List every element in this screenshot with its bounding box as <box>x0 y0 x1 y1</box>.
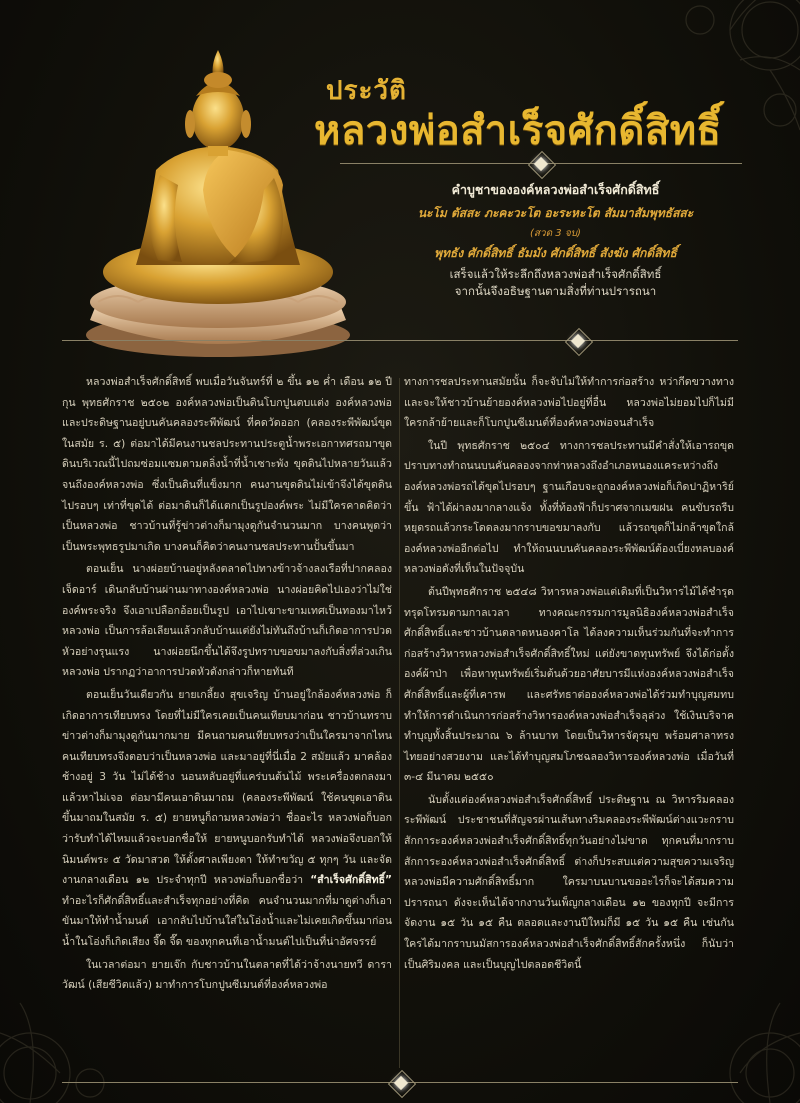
paragraph: หลวงพ่อสำเร็จศักดิ์สิทธิ์ พบเมื่อวันจันทร์ที่ ๒ ขึ้น ๑๒ ค่ำ เดือน ๑๒ ปีกุน พุทธศักราช ๒๕๐๒ องค์หลวงพ่อเป็นดินโบกปูนตบแต่ง องค์หลวงพ่อ และประดิษฐานอยู่บนคันคลองระพีพัฒน์ ที่คดวัดออก (คลองระพีพัฒน์ขุดในสมัย ร. ๕) ต่อมาได้มีคนงานชลประทานประตูน้ำพระเอกาทศรถมาขุดดินบริเวณนี้ไปถมซ่อมแซมตามตลิ่งน้ำที่น้ำเซาะพัง ขุดดินไปหลายวันแล้วจนถึงองค์หลวงพ่อ ซึ่งเป็นดินที่แข็งมาก คนงานขุดดินไม่เข้าจึงได้ขุดดินไปรอบๆ เท่าที่ขุดได้ ต่อมาดินก็ได้แตกเป็นรูปองค์พระ ไม่มีใครคาดคิดว่าเป็นหลวงพ่อ ชาวบ้านที่รู้ข่าวต่างก็มามุงดูกันจำนวนมาก บางคนพูดว่าเป็นพระพุทธรูปมาเกิด บางคนก็คิดว่าคนงานชลประทานปั้นขึ้นมา <box>62 376 392 553</box>
chant-instruction: เสร็จแล้วให้ระลึกถึงหลวงพ่อสำเร็จศักดิ์สิทธิ์ <box>449 267 662 281</box>
chant-repeat-note: (สวด 3 จบ) <box>530 228 581 239</box>
article-column-right <box>404 372 734 977</box>
paragraph: ในปี พุทธศักราช ๒๕๐๔ ทางการชลประทานมีคำสั่งให้เอารถขุดปราบทางทำถนนบนคันคลองจากท่าหลวงถึงอำเภอหนองแคระหว่างถึงองค์หลวงพ่อรถได้ขุดไปรอบๆ ฐานเกือบจะถูกองค์หลวงพ่อก็เกิดปาฏิหาริย์ขึ้น ฟ้าได้ผ่าลงมากลางแจ้ง ทั้งที่ท้องฟ้าก็ปราศจากเมฆฝน คนขับรถรีบหยุดรถแล้วกระโดดลงมากราบขอขมาลงกับ แล้วรถขุดก็ไม่กล้าขุดใกล้องค์หลวงพ่ออีกต่อไป ทำให้ถนนบนคันคลองระพีพัฒน์ต้องเบี่ยงหลบองค์หลวงพ่อดังที่เห็นในปัจจุบัน <box>404 439 734 576</box>
paragraph <box>62 685 392 953</box>
chant-line: นะโม ตัสสะ ภะคะวะโต อะระหะโต สัมมาสัมพุทธัสสะ <box>417 206 694 220</box>
title-prefix: ประวัติ <box>326 76 407 106</box>
paragraph: นับตั้งแต่องค์หลวงพ่อสำเร็จศักดิ์สิทธิ์ ประดิษฐาน ณ วิหารริมคลองระพีพัฒน์ ประชาชนที่สัญจรผ่านเส้นทางริมคลองระพีพัฒน์ต่างแวะกราบสักการะองค์หลวงพ่อสำเร็จศักดิ์สิทธิ์ทุกวันอย่างไม่ขาด ทุกคนที่มากราบสักการะองค์หลวงพ่อสำเร็จศักดิ์สิทธิ์ ต่างก็ประสบแต่ความสุขความเจริญ หลวงพ่อมีความศักดิ์สิทธิ์มาก ใครมาบนบานขออะไรก็จะได้สมความปรารถนา ดังจะเห็นได้จากงานวันเพ็ญกลางเดือน ๑๒ ของทุกปี จะมีการจัดงาน ๑๕ วัน ๑๕ คืน ตลอดและงานปีใหม่ก็มี ๑๕ วัน ๑๕ คืน เช่นกัน ใครได้มากราบนมัสการองค์หลวงพ่อสำเร็จศักดิ์สิทธิ์สักครั้งหนึ่ง ก็นับว่าเป็นศิริมงคล และเป็นบุญไปตลอดชีวิตนี้ <box>404 793 734 971</box>
paragraph: ในเวลาต่อมา ยายเจ๊ก กับชาวบ้านในตลาดที่ได้ว่าจ้างนายทวี ดาราวัฒน์ (เสียชีวิตแล้ว) มาทำการโบกปูนซีเมนต์ที่องค์หลวงพ่อ <box>62 958 392 992</box>
chant-instruction: จากนั้นจึงอธิษฐานตามสิ่งที่ท่านปรารถนา <box>454 284 657 298</box>
section-divider <box>62 340 738 341</box>
column-separator <box>399 378 400 1068</box>
page-title: หลวงพ่อสำเร็จศักดิ์สิทธิ์ <box>314 107 722 154</box>
chant-block <box>378 180 733 300</box>
chant-line: พุทธัง ศักดิ์สิทธิ์ ธัมมัง ศักดิ์สิทธิ์ สังฆัง ศักดิ์สิทธิ์ <box>434 246 677 260</box>
highlighted-name: “สำเร็จศักดิ์สิทธิ์” <box>310 874 392 887</box>
paragraph: ตอนเย็น นางผ่อยบ้านอยู่หลังตลาดไปทางข้าวจ้างลงเรือที่ปากคลองเจ็ดอาร์ เดินกลับบ้านผ่านมาทางองค์หลวงพ่อ นางผ่อยคิดไปเองว่าไม่ใช่องค์พระจริง จึงเอาเปลือกอ้อยเป็นรูป เอาไปเฆาะขามเทศเป็นทองมาไหว้หลวงพ่อ เป็นการล้อเลียนแล้วกลับบ้านแต่ยังไม่ทันถึงบ้านก็เกิดอาการปวดหัวอย่างรุนแรง นางผ่อยนึกขึ้นได้จึงรูปทราบขอขมาลงกับสิ่งที่ล่วงเกินหลวงพ่อ ปรากฏว่าอาการปวดหัวดังกล่าวก็หายทันที <box>62 563 392 679</box>
paragraph-text: ทำอะไรก็ศักดิ์สิทธิ์และสำเร็จทุกอย่างที่คิด คนจำนวนมากที่มาดูต่างก็เอาขันมาให้ทำน้ำมนต์ เอากลับไปบ้านใส่ในโอ่งน้ำและไม่เคยเกิดขึ้นมาก่อน น้ำในโอ่งก็เกิดเสียง จี๊ด จี๊ด ของทุกคนที่เอาน้ำมนต์ไปเป็นที่น่าอัศจรรย์ <box>62 894 392 949</box>
paragraph: ต้นปีพุทธศักราช ๒๕๔๘ วิหารหลวงพ่อแต่เดิมที่เป็นวิหารไม้ได้ชำรุดทรุดโทรมตามกาลเวลา ทางคณะกรรมการมูลนิธิองค์หลวงพ่อสำเร็จศักดิ์สิทธิ์และชาวบ้านตลาดหนองคาโล ได้ลงความเห็นร่วมกันที่จะทำการก่อสร้างวิหารหลวงพ่อสำเร็จศักดิ์สิทธิ์ใหม่ แต่ยังขาดทุนทรัพย์ จึงได้ก่อตั้งองค์ผ้าป่า เพื่อหาทุนทรัพย์เริ่มต้นด้วยอาศัยบารมีแห่งองค์หลวงพ่อสำเร็จศักดิ์สิทธิ์และผู้ที่เคารพ และศรัทธาต่อองค์หลวงพ่อได้ร่วมทำบุญสมทบ ทำให้การดำเนินการก่อสร้างวิหารองค์หลวงพ่อสำเร็จลุล่วง ใช้เงินบริจาคทำบุญทั้งสิ้นประมาณ ๖ ล้านบาท โดยเป็นวิหารจัตุรมุข พร้อมศาลาทรงไทยอย่างสวยงาม และได้ทำบุญสมโภชฉลองวิหารองค์หลวงพ่อ เมื่อวันที่ ๓-๔ มีนาคม ๒๕๕๐ <box>404 585 734 784</box>
paragraph: ทางการชลประทานสมัยนั้น ก็จะจับไม่ให้ทำการก่อสร้าง หว่ากีดขวางทาง และจะให้ชาวบ้านย้ายองค์หลวงพ่อไปอยู่ที่อื่น หลวงพ่อไม่ยอมไปก็ไม่มีใครกล้าย้ายและก็โบกปูนซีเมนต์ที่องค์หลวงพ่อจนสำเร็จ <box>404 376 734 430</box>
article-column-left <box>62 372 392 998</box>
paragraph-text: ตอนเย็นวันเดียวกัน ยายเกลี้ยง สุขเจริญ บ้านอยู่ใกล้องค์หลวงพ่อ ก็เกิดอาการเทียบทรง โดยที่ไม่มีใครเคยเป็นคนเทียบมาก่อน ชาวบ้านทราบข่าวต่างก็มามุงดูกันมากมาย มีคนถามคนเทียบทรงว่าเป็นใครมาจากไหน คนเทียบทรงจึงตอบว่าเป็นหลวงพ่อ และมาอยู่ที่นี่เมื่อ 2 สมัยแล้ว มาคล้องช้างอยู่ 3 วัน ไม่ได้ช้าง นอนหลับอยู่ที่แคร่บนต้นไม้ พระเครื่องตกลงมาแล้วหาไม่เจอ ต่อมามีคนเอาดินมาถม (คลองระพีพัฒน์ ใช้คนขุดเอาดินขึ้นมาถมในสมัย ร. ๕) ยายหนูก็ถามหลวงพ่อว่า ชื่ออะไร หลวงพ่อก็บอกว่ารับทำได้ไหมแล้วจะบอกชื่อให้ ยายหนูบอกรับทำได้ หลวงพ่อจึงบอกให้นิมนต์พระ ๕ วัดมาสวด ให้ตั้งศาลเพียงตา ให้ทำขวัญ ๕ ทุกๆ วัน และจัดงานกลางเดือน ๑๒ ประจำทุกปี หลวงพ่อก็บอกชื่อว่า <box>62 688 392 887</box>
chant-heading: คำบูชาขององค์หลวงพ่อสำเร็จศักดิ์สิทธิ์ <box>451 182 660 197</box>
